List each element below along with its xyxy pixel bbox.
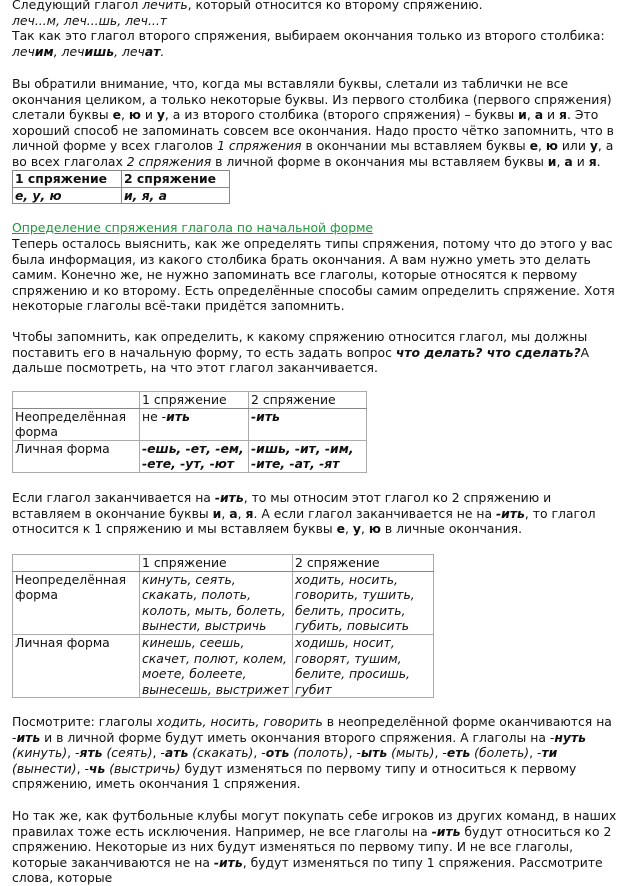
- table-cell: е, у, ю: [13, 187, 122, 204]
- intro-line-1: Следующий глагол лечить, который относится ко второму спряжению.: [12, 0, 483, 12]
- paragraph-text: Теперь осталось выяснить, как же определять типы спряжения, потому что до этого у вас была информация, из какого столбика брать окончания. А вам нужно уметь это делать самим. Конечно же, не нужно запоминать все глаголы, которые относятся к первому спряжению и ко второму. Есть определённые способы самим определить спряжение. Хотя некоторые глаголы всё-таки придётся запомнить.: [12, 236, 615, 314]
- paragraph-text: Но так же, как футбольные клубы могут покупать себе игроков из других команд, в наших правилах тоже есть исключения. Например, не все глаголы на -ить будут относиться ко 2 спряжению. Некоторые из них будут изменяться по первому типу. И не все глаголы, которые заканчиваются не на -ить, будут изменяться по типу 1 спряжения. Рассмотрите слова, которые: [12, 808, 617, 886]
- paragraph-exceptions: [12, 808, 620, 886]
- table-cell: и, я, а: [122, 187, 230, 204]
- table-row: [13, 408, 367, 440]
- examples-table: [12, 554, 434, 698]
- table-cell: не -ить: [140, 408, 249, 440]
- paragraph-text: Посмотрите: глаголы ходить, носить, говорить в неопределённой форме оканчиваются на -ить и в личной форме будут иметь окончания второго спряжения. А глаголы на -нуть (кинуть), -ять (сеять), -ать (скакать), -оть (полоть), -ыть (мыть), -еть (болеть), -ти (вынести), -чь (выстричь) будут изменяться по первому типу и относиться к первому спряжению, иметь окончания 1 спряжения.: [12, 714, 612, 792]
- table-cell: Личная форма: [13, 634, 140, 697]
- table-cell: Личная форма: [13, 440, 140, 472]
- rule-table: [12, 391, 367, 473]
- table-row: [13, 440, 367, 472]
- table-cell: кинешь, сеешь, скачет, полют, колем, моете, болеете, вынесешь, выстрижет: [140, 634, 293, 697]
- table-cell: Неопределённая форма: [13, 571, 140, 634]
- table-cell: кинуть, сеять, скакать, полоть, колоть, мыть, болеть, вынести, выстричь: [140, 571, 293, 634]
- paragraph-examples: [12, 714, 620, 792]
- table-cell: -ишь, -ит, -им, -ите, -ат, -ят: [249, 440, 367, 472]
- endings-table: [12, 170, 230, 204]
- table-header-cell: 2 спряжение: [122, 171, 230, 188]
- table-header-cell: 1 спряжение: [140, 392, 249, 409]
- section-link[interactable]: Определение спряжения глагола по начальной форме: [12, 220, 374, 235]
- paragraph-text: Если глагол заканчивается на -ить, то мы относим этот глагол ко 2 спряжению и вставляем в окончание буквы и, а, я. А если глагол заканчивается не на -ить, то глагол относится к 1 спряжению и мы вставляем буквы е, у, ю в личные окончания.: [12, 490, 596, 537]
- table-header-cell: 1 спряжение: [13, 171, 122, 188]
- intro-line-3: Так как это глагол второго спряжения, выбираем окончания только из второго столбика:: [12, 28, 605, 44]
- paragraph-explanation: [12, 236, 620, 314]
- table-row: [13, 187, 230, 204]
- table-cell: -ить: [249, 408, 367, 440]
- table-cell: -ешь, -ет, -ем, -ете, -ут, -ют: [140, 440, 249, 472]
- table-cell: ходишь, носит, говорят, тушим, белите, просишь, губит: [293, 634, 434, 697]
- table-row: [13, 571, 434, 634]
- intro-line-2: леч...м, леч...шь, леч...т: [12, 12, 167, 28]
- table-header-cell: [13, 555, 140, 572]
- table-header-row: [13, 171, 230, 188]
- table-cell: Неопределённая форма: [13, 408, 140, 440]
- table-cell: ходить, носить, говорить, тушить, белить, просить, губить, повысить: [293, 571, 434, 634]
- paragraph-endings: [12, 76, 620, 170]
- table-header-row: [13, 555, 434, 572]
- paragraph-rule: [12, 490, 620, 537]
- paragraph-text: Вы обратили внимание, что, когда мы вставляли буквы, слетали из таблички не все окончания целиком, а только некоторые буквы. Из первого столбика (первого спряжения) слетали буквы е, ю и у, а из второго столбика (второго спряжения) – буквы и, а и я. Это хороший способ не запоминать совсем все окончания. Надо просто чётко запомнить, что в личной форме у всех глаголов 1 спряжения в окончании мы вставляем буквы е, ю или у, а во всех глаголах 2 спряжения в личной форме в окончания мы вставляем буквы и, а и я.: [12, 76, 614, 169]
- table-header-row: [13, 392, 367, 409]
- table-header-cell: 1 спряжение: [140, 555, 293, 572]
- table-header-cell: 2 спряжение: [293, 555, 434, 572]
- table-header-cell: [13, 392, 140, 409]
- paragraph-text: Чтобы запомнить, как определить, к какому спряжению относится глагол, мы должны поставить его в начальную форму, то есть задать вопрос что делать? что сделать?А дальше посмотреть, на что этот глагол заканчивается.: [12, 329, 590, 376]
- intro-line-4: лечим, лечишь, лечат.: [12, 43, 165, 59]
- table-header-cell: 2 спряжение: [249, 392, 367, 409]
- table-row: [13, 634, 434, 697]
- section-heading-block: [12, 220, 620, 236]
- paragraph-initial-form: [12, 329, 620, 376]
- intro-block: [12, 0, 620, 59]
